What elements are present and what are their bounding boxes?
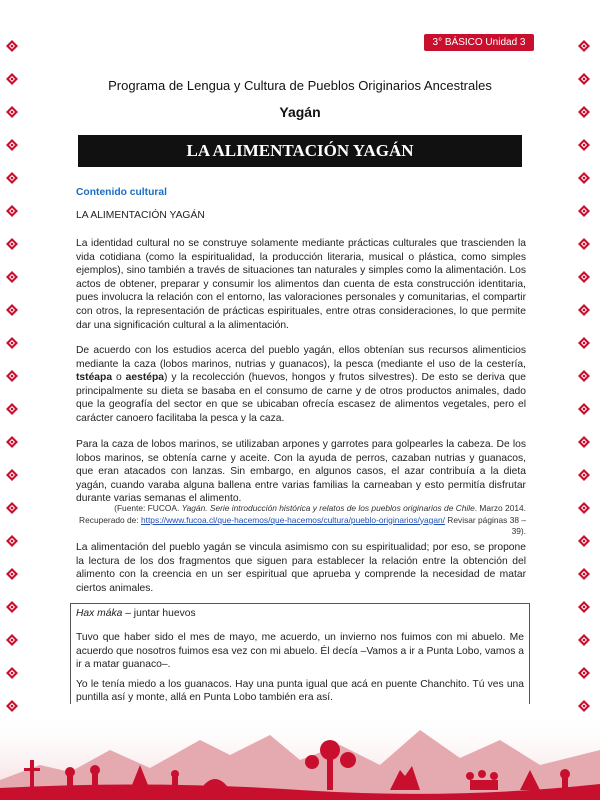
- diamond-ornament-icon: [6, 469, 18, 481]
- program-title: Programa de Lengua y Cultura de Pueblos Originarios Ancestrales: [108, 78, 492, 93]
- diamond-ornament-icon: [6, 205, 18, 217]
- source-title: Yagán. Serie introducción histórica y relatos de los pueblos originarios de Chile: [181, 503, 475, 513]
- text-run: ) y la recolección (huevos, hongos y frutos silvestres). De esto se deriva que principalmente su dieta se basaba en el consumo de carne y de otros productos animales, dado que la geografía del sector en que se ubicaban ofrecía escasez de alimentos vegetales, pero el carácter canoero facilitaba la pesca y la caza.: [76, 372, 527, 424]
- text-run: De acuerdo con los estudios acerca del pueblo yagán, ellos obtenían sus recursos alimenticios mediante la caza (lobos marinos, nutrias y guanacos), la pesca (mediante el uso de la cestería,: [76, 345, 526, 370]
- story-box: [70, 603, 530, 704]
- grade-unit-badge: 3° BÁSICO Unidad 3: [424, 34, 534, 51]
- paragraph-resources: [76, 344, 526, 426]
- diamond-ornament-icon: [6, 139, 18, 151]
- diamond-ornament-icon: [578, 667, 590, 679]
- section-heading: Contenido cultural: [76, 187, 167, 198]
- title-banner: LA ALIMENTACIÓN YAGÁN: [78, 135, 522, 167]
- source-citation: [76, 503, 526, 538]
- diamond-ornament-icon: [578, 139, 590, 151]
- text-run: Revisar páginas 38 – 39).: [444, 514, 526, 536]
- story-title-translation: – juntar huevos: [122, 608, 196, 619]
- diamond-ornament-icon: [578, 502, 590, 514]
- story-paragraph: Yo le tenía miedo a los guanacos. Hay una punta igual que acá en puente Chanchito. Tú ves una puntilla así y monte, allá en Punta Lobo también era así.: [76, 678, 524, 704]
- paragraph-spirituality: La alimentación del pueblo yagán se vincula asimismo con su espiritualidad; por eso, se propone la lectura de los dos fragmentos que siguen para establecer la relación entre la obtención del alimento con la creencia en un ser espiritual que aprueba y comprende la necesidad de matar ciertos animales.: [76, 542, 526, 594]
- footer-landscape-illustration: [0, 710, 600, 800]
- diamond-ornament-icon: [578, 403, 590, 415]
- paragraph-identity: La identidad cultural no se construye solamente mediante prácticas culturales que trascienden la vida cotidiana (como la espiritualidad, la producción literaria, musical o plástica, como simples ejemplos), sino también a través de situaciones tan naturales y simples como la alimentación. Los actos de obtener, preparar y consumir los alimentos dan cuenta de esta construcción identitaria, pues involucra la relación con el entorno, las valoraciones personales y comunitarias, el compartir con otros, la representación de prácticas espirituales, entre otras consideraciones, lo que permite dar una significación cultural a la alimentación.: [76, 238, 526, 331]
- diamond-ornament-icon: [578, 172, 590, 184]
- diamond-ornament-icon: [578, 271, 590, 283]
- diamond-ornament-icon: [6, 535, 18, 547]
- story-paragraph: Tuvo que haber sido el mes de mayo, me acuerdo, un invierno nos fuimos con mi abuelo. Me acuerdo que nosotros fuimos esa vez con mi abuelo. Él decía –Vamos a ir a Punta Lobo, vamos a ir a matar guanaco–.: [76, 632, 524, 671]
- diamond-ornament-icon: [6, 304, 18, 316]
- diamond-ornament-icon: [6, 634, 18, 646]
- left-ornament-border: [6, 40, 20, 740]
- term-aestepa: aestépa: [125, 372, 165, 384]
- diamond-ornament-icon: [6, 337, 18, 349]
- diamond-ornament-icon: [578, 601, 590, 613]
- diamond-ornament-icon: [578, 370, 590, 382]
- story-body: [76, 631, 524, 711]
- diamond-ornament-icon: [578, 535, 590, 547]
- diamond-ornament-icon: [6, 172, 18, 184]
- diamond-ornament-icon: [6, 568, 18, 580]
- diamond-ornament-icon: [6, 667, 18, 679]
- text-run: . Marzo 2014. Recuperado de:: [79, 503, 526, 525]
- diamond-ornament-icon: [578, 568, 590, 580]
- diamond-ornament-icon: [6, 271, 18, 283]
- text-run: (Fuente: FUCOA.: [114, 503, 182, 513]
- subtitle: LA ALIMENTACIÓN YAGÁN: [76, 210, 205, 221]
- diamond-ornament-icon: [578, 634, 590, 646]
- diamond-ornament-icon: [6, 502, 18, 514]
- diamond-ornament-icon: [6, 370, 18, 382]
- people-name: Yagán: [279, 104, 321, 120]
- source-link[interactable]: https://www.fucoa.cl/que-hacemos/que-hacemos/cultura/pueblo-originarios/yagan/: [140, 514, 445, 525]
- diamond-ornament-icon: [578, 205, 590, 217]
- diamond-ornament-icon: [578, 436, 590, 448]
- term-tsteapa: tstéapa: [76, 372, 113, 384]
- diamond-ornament-icon: [6, 403, 18, 415]
- paragraph-hunting: Para la caza de lobos marinos, se utilizaban arpones y garrotes para golpearles la cabeza. De los lobos marinos, se obtenía carne y aceite. Con la ayuda de perros, cazaban nutrias y guanacos, que eran atacados con lanzas. Sin embargo, en algunos casos, el azar contribuía a la dieta yagán, cuando varaba alguna ballena entre varias familias la carneaban y esto permitía disfrutar durante varias semanas el alimento.: [76, 439, 526, 505]
- diamond-ornament-icon: [6, 238, 18, 250]
- diamond-ornament-icon: [6, 40, 18, 52]
- diamond-ornament-icon: [578, 469, 590, 481]
- diamond-ornament-icon: [6, 601, 18, 613]
- diamond-ornament-icon: [578, 337, 590, 349]
- diamond-ornament-icon: [6, 436, 18, 448]
- diamond-ornament-icon: [578, 304, 590, 316]
- text-run: o: [112, 372, 126, 384]
- right-ornament-border: [578, 40, 592, 740]
- diamond-ornament-icon: [578, 238, 590, 250]
- story-title-native: Hax máka: [76, 608, 123, 619]
- diamond-ornament-icon: [578, 40, 590, 52]
- story-title: [76, 608, 196, 619]
